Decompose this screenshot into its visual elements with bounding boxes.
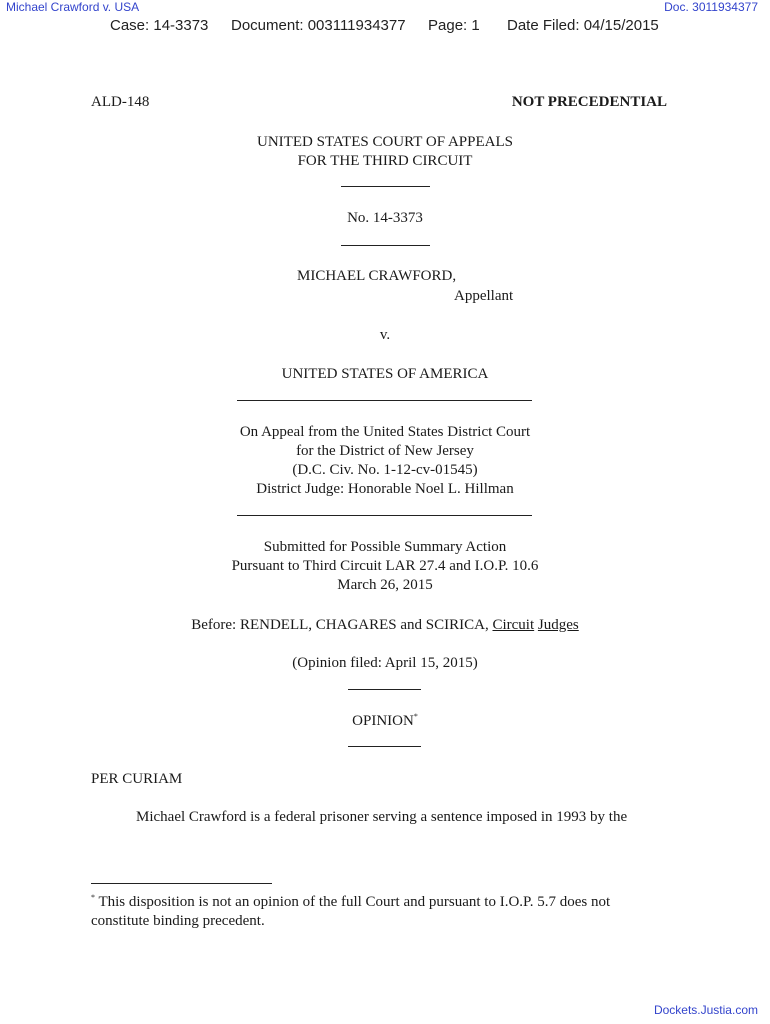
footnote-line1 (91, 894, 610, 911)
case-number: No. 14-3373 (347, 210, 423, 226)
appeal-line: (D.C. Civ. No. 1-12-cv-01545) (292, 462, 478, 478)
divider (348, 689, 421, 690)
filing-date: Date Filed: 04/15/2015 (507, 17, 659, 34)
court-name-line2: FOR THE THIRD CIRCUIT (297, 153, 473, 169)
footnote-text: This disposition is not an opinion of the full Court and pursuant to I.O.P. 5.7 does not (95, 894, 611, 910)
appellee-name: UNITED STATES OF AMERICA (281, 366, 489, 382)
divider (341, 245, 430, 246)
filing-page: Page: 1 (428, 17, 480, 34)
case-title-link[interactable]: Michael Crawford v. USA (6, 0, 140, 14)
court-name-line1: UNITED STATES COURT OF APPEALS (257, 134, 513, 150)
appeal-line: On Appeal from the United States District Court (239, 424, 531, 440)
appellant-name: MICHAEL CRAWFORD, (297, 268, 457, 284)
ald-number: ALD-148 (91, 94, 150, 110)
opinion-filed: (Opinion filed: April 15, 2015) (292, 655, 478, 671)
body-paragraph: Michael Crawford is a federal prisoner serving a sentence imposed in 1993 by the (136, 809, 628, 825)
opinion-heading (0, 713, 770, 730)
submitted-line: March 26, 2015 (337, 577, 433, 593)
footnote-ref: * (413, 712, 418, 721)
filing-document: Document: 003111934377 (231, 17, 406, 34)
appellant-role: Appellant (454, 288, 514, 304)
footnote-marker: * (91, 893, 95, 902)
circuit-word: Circuit (492, 617, 535, 633)
precedential-status: NOT PRECEDENTIAL (511, 94, 667, 110)
opinion-title: OPINION (352, 713, 414, 729)
divider (341, 186, 430, 187)
panel-judges (0, 617, 770, 634)
divider (237, 515, 532, 516)
judges-word: Judges (537, 617, 579, 633)
appeal-line: for the District of New Jersey (296, 443, 474, 459)
versus: v. (379, 327, 391, 343)
footnote-line2: constitute binding precedent. (91, 913, 265, 929)
docket-number-link[interactable]: Doc. 3011934377 (664, 0, 758, 14)
submitted-line: Submitted for Possible Summary Action (263, 539, 507, 555)
submitted-line: Pursuant to Third Circuit LAR 27.4 and I.O.P. 10.6 (231, 558, 539, 574)
footnote-separator (91, 883, 272, 884)
per-curiam: PER CURIAM (91, 771, 183, 787)
divider (237, 400, 532, 401)
appeal-line: District Judge: Honorable Noel L. Hillman (256, 481, 514, 497)
panel-prefix: Before: RENDELL, CHAGARES and SCIRICA, (191, 617, 493, 633)
filing-case: Case: 14-3373 (110, 17, 209, 34)
divider (348, 746, 421, 747)
justia-link[interactable]: Dockets.Justia.com (653, 1003, 758, 1017)
